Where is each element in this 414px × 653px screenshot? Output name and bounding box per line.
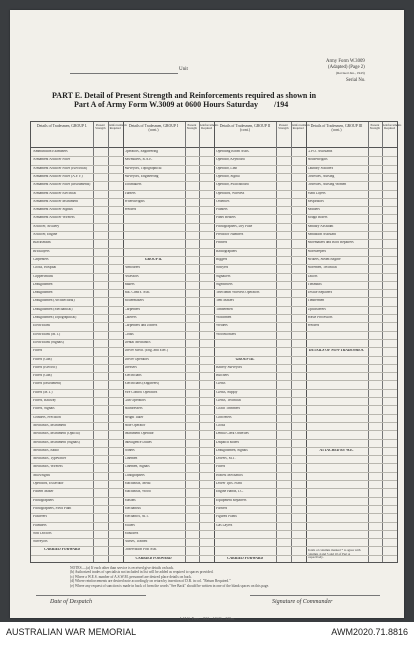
table-cell: Hairdressers — [124, 407, 143, 411]
row-line — [31, 422, 397, 423]
table-cell: Saddlers — [307, 208, 320, 212]
table-cell: Orderlies — [216, 199, 230, 203]
table-cell: Fitters, Signals — [33, 407, 55, 411]
note-line: (d) Where reinforcements are desired note accordingly on return by insertion of D.R. in col. "Return Required." — [70, 579, 231, 584]
column-header: Details of Tradesmen, GROUP I. — [36, 124, 88, 128]
table-cell: Machinists, Wood — [124, 490, 151, 494]
table-cell: Sanitation Assistant — [307, 233, 336, 236]
footer-accession: AWM2020.71.8816 — [331, 627, 408, 637]
unit-line — [70, 73, 178, 74]
table-cell: Plant Layers — [307, 191, 326, 195]
table-cell: Turners — [124, 191, 136, 195]
table-cell: Rough Riders — [307, 216, 328, 220]
table-cell: Photographers, Field Plant — [33, 506, 72, 510]
table-cell: Joiners — [124, 448, 135, 452]
table-cell: Fitters — [216, 465, 226, 469]
table-cell: Driver Tpts. Plant — [216, 482, 242, 485]
table-cell: Farriers — [216, 506, 228, 510]
notes — [70, 566, 390, 588]
table-cell: Shoemakers and Boot Repairers — [307, 241, 354, 245]
table-cell: Orderlies, Nursing — [307, 174, 335, 178]
table-cell: Electricians (M.T.) — [33, 332, 61, 336]
table-cell: Driver Operators — [124, 357, 149, 361]
table-cell: Surveyors, Engineering — [124, 174, 159, 178]
table-cell: Fire Control Operators — [124, 390, 158, 394]
table-cell: Cooks — [124, 332, 134, 336]
table-cell: Electricians — [124, 374, 142, 378]
row-line — [31, 314, 397, 315]
row-line — [31, 480, 397, 481]
table-cell: Battery Surveyors — [216, 365, 243, 369]
table-cell: CARRIED FORWARD — [135, 556, 172, 560]
table-cell: Drivers, M.T. — [216, 457, 236, 461]
row-line — [31, 165, 397, 166]
table-cell: G.P.O. Assistants — [307, 150, 333, 153]
table-cell: Operators, Excavator — [33, 482, 64, 485]
table-cell: Dressers — [124, 365, 137, 369]
row-line — [31, 289, 397, 290]
row-line — [31, 505, 397, 506]
table-cell: Cooks, Hospital — [33, 266, 57, 270]
table-cell: Armament Artificer Fitter (Electrical) — [33, 166, 88, 170]
date-of-despatch-label: Date of Despatch — [50, 599, 92, 605]
table-cell: Clerks, Technical — [216, 399, 242, 402]
table-cell: Mechanics, Typewriter — [33, 457, 67, 461]
table-cell: GROUP II. — [144, 257, 163, 261]
form-title — [52, 91, 352, 109]
table-cell: Intelligence Duties — [124, 440, 152, 444]
table-cell: Sawyers — [216, 266, 229, 270]
table-cell: Draughtsmen — [33, 291, 53, 295]
table-cell: Operators, Engineering — [124, 150, 159, 153]
table-cell: ATTACHED BY W.E. — [319, 448, 354, 452]
table-cell: Observation Post Asst. — [124, 548, 158, 552]
table-cell: Operators, Wireless — [216, 191, 245, 195]
table-cell: Plumbers — [33, 523, 47, 527]
row-line — [31, 223, 397, 224]
table-cell: Dispatch Riders — [216, 440, 240, 444]
sub-column-header: Present Strength — [186, 123, 197, 131]
table-cell: Operating Room Assts. — [216, 150, 250, 153]
table-cell: Armament Artificer Fitter (Instruments) — [33, 183, 91, 187]
table-cell: CARRIED FORWARD — [43, 548, 81, 552]
table-cell: Fitters, Railway — [33, 399, 56, 402]
table-cell: Gas Layers — [216, 523, 233, 527]
row-line — [31, 538, 397, 539]
table-cell: Artificer, Engine — [33, 233, 58, 236]
column-header: Details of Tradesmen, GROUP II (cont.) — [219, 124, 271, 133]
table-cell: Gun Operators — [124, 399, 146, 402]
table-cell: Bakers — [124, 282, 135, 286]
table-cell: Fitters (Gun) — [33, 357, 52, 361]
note-line: (c) Where a W.E.S. number of A.S.W.M. personnel are desired place details on back. — [70, 574, 192, 579]
row-line — [31, 488, 397, 489]
row-line — [31, 322, 397, 323]
table-cell: Timbermen — [216, 307, 233, 311]
table-cell: Fitters (Instrument) — [33, 382, 62, 386]
table-cell: Operator, Lino — [216, 166, 238, 170]
table-cell: Cooks — [216, 423, 226, 427]
table-cell: Draughtsmen — [33, 282, 53, 286]
table-cell: Dental Clerk Orderlies — [216, 432, 249, 436]
table-cell: Armament Artificer Instrument — [33, 199, 78, 203]
table-cell: Predictor Numbers — [216, 233, 244, 236]
row-line — [31, 472, 397, 473]
table-cell: Plasterers — [33, 515, 47, 519]
date-line — [36, 595, 146, 596]
table-cell: Mechanics, Instrument — [33, 423, 66, 427]
note-line: (e) Where any request of sanction is made in back of form the words "See Back" should be written in one of the blank spaces on this page. — [70, 583, 270, 588]
table-cell: Waste Processors — [307, 316, 333, 319]
table-cell: Linemen, Signals — [124, 465, 150, 469]
row-line — [31, 231, 397, 232]
form-ref-line: (Adapted) (Page 2) — [328, 64, 365, 70]
row-line — [31, 173, 397, 174]
row-line — [31, 397, 397, 398]
table-cell: DETAILS OF NON-TRADESMEN. — [308, 349, 365, 353]
table-cell: Instrument Operator — [124, 432, 154, 436]
table-cell: Height Taker — [124, 415, 144, 419]
table-cell: Operator, Keyboard — [216, 158, 245, 162]
table-cell: Draughtsmen (Architectural) — [33, 299, 75, 303]
table-cell: Welders — [124, 208, 137, 212]
table-cell: Fitters — [33, 349, 43, 353]
form-ref — [326, 59, 365, 75]
row-line — [31, 372, 397, 373]
row-line — [31, 455, 397, 456]
table-cell: Mechanics, Wireless — [33, 465, 63, 469]
table-cell: Electricians (Signals) — [33, 340, 64, 344]
table-cell: Timbermen — [307, 299, 325, 303]
table-cell: Respirators — [307, 199, 324, 203]
table-cell: Fitters (Electric) — [33, 365, 57, 369]
form-ref-line: Army Form W.3009 — [326, 59, 365, 64]
footer-institution: AUSTRALIAN WAR MEMORIAL — [6, 627, 137, 637]
table-cell: Mechanics, Instrument (Signals) — [33, 440, 80, 444]
table-cell: Figured Plants — [216, 515, 237, 519]
table-cell: Mechanics, M.T. — [124, 515, 149, 519]
form-sheet — [10, 10, 404, 621]
strength-table — [30, 121, 402, 563]
row-line — [31, 447, 397, 448]
sub-column-header: Reinforcements Required — [107, 123, 127, 131]
table-cell: Boilermakers — [124, 299, 144, 303]
table-cell: Operator, Signal — [216, 174, 240, 178]
table-cell: Hide Operator — [124, 423, 146, 427]
sub-column-header: Reinforcements Required — [290, 123, 310, 131]
table-cell: Telecomm Wireless Operators — [216, 291, 260, 295]
table-cell: Housewrights — [307, 158, 328, 162]
table-cell: Draughtsmen (Mechanical) — [33, 307, 73, 311]
table-cell: Riggers — [216, 257, 228, 261]
row-line — [31, 239, 397, 240]
sub-column-header: Reinforcements Required — [382, 123, 402, 131]
table-cell: Textile Repairers — [307, 291, 333, 295]
table-cell: Toolmakers — [124, 183, 142, 187]
table-cell: Fitters (Gun) — [33, 374, 52, 378]
table-cell: Pattern Maker — [33, 490, 54, 494]
table-cell: Printers — [216, 241, 228, 245]
table-cell: Tinsmiths — [307, 282, 322, 286]
table-cell: Carpenters — [33, 257, 49, 261]
table-cell: Upholsterers — [307, 307, 326, 311]
table-cell: Orderlies, Nursing Women — [307, 183, 347, 187]
table-cell: Ammunition Examiners — [33, 150, 68, 153]
table-cell: Electricians — [33, 324, 50, 328]
row-line — [31, 256, 397, 257]
row-line — [31, 430, 397, 431]
printer-imprint: L.H.Q. Press—822—10/43—220m. — [180, 617, 235, 621]
table-cell: GROUP III. — [235, 357, 255, 361]
archive-footer — [0, 622, 414, 653]
table-cell: Panel Beaters — [216, 216, 236, 220]
table-cell: Dental Mechanics — [124, 340, 151, 344]
table-cell: Wheelwrights — [124, 199, 145, 203]
table-cell: Saw Doctors — [33, 531, 52, 535]
row-line — [31, 380, 397, 381]
table-cell: Welders — [307, 324, 320, 328]
table-cell: Draughtsmen, Signals — [216, 448, 248, 452]
table-cell: Totals of columns marked * to agree with columns 4 and 5 and 10 of Part A respectively. — [307, 548, 361, 560]
row-line — [31, 546, 397, 547]
title-line-2 — [52, 100, 352, 109]
table-cell: Tent Makers — [216, 299, 235, 303]
table-cell: Armament Artificer Signals — [33, 208, 73, 212]
sub-column-header: Present Strength — [369, 123, 380, 131]
table-cell: Armament Artificer Fitter — [33, 158, 71, 162]
row-line — [31, 405, 397, 406]
row-line — [31, 181, 397, 182]
table-cell: Carpenters — [124, 307, 141, 311]
table-cell: Armament Artificer Fitter (A.F.V.) — [33, 174, 83, 178]
table-cell: Engine Hands, I.C. — [216, 490, 244, 494]
row-line — [31, 248, 397, 249]
table-cell: Blk. Cond's. Asst. — [124, 291, 151, 295]
table-cell: Signallers — [216, 274, 231, 278]
table-cell: Surveyors, Topographical — [124, 166, 162, 170]
row-line — [31, 214, 397, 215]
row-line — [31, 530, 397, 531]
row-line — [31, 513, 397, 514]
table-cell: Bricklayers — [33, 249, 50, 253]
table-cell: Photographers — [33, 498, 54, 502]
table-cell: Masons — [124, 498, 136, 502]
table-cell: Sawmillers, R.A.E. — [124, 158, 153, 162]
row-line — [31, 156, 397, 157]
serial-label: Serial No. — [346, 78, 366, 83]
row-line — [31, 190, 397, 191]
row-line — [31, 331, 397, 332]
table-cell: Lithographers — [124, 473, 145, 477]
form-ref-line: (Revised Jan., 1943) — [336, 70, 365, 75]
table-cell: Coach Trimmers — [216, 407, 241, 411]
table-cell: Butchers — [216, 374, 229, 378]
row-line — [31, 364, 397, 365]
table-cell: CARRIED FORWARD — [226, 556, 264, 560]
row-line — [31, 463, 397, 464]
table-cell: Moulders — [124, 531, 139, 535]
table-cell: Operator, Switchboard — [216, 183, 249, 187]
row-line — [31, 339, 397, 340]
table-cell: Nurses, Trained — [124, 540, 148, 544]
table-cell: Millers — [124, 523, 135, 527]
signature-line — [250, 595, 380, 596]
table-cell: Electricians (Engineers) — [124, 382, 160, 386]
unit-label: Unit — [179, 67, 188, 72]
row-line — [31, 555, 397, 556]
sub-column-header: Reinforcements Required — [199, 123, 219, 131]
table-cell: Mechanics, Radio — [33, 448, 59, 452]
table-cell: Armament Artificer Wireless — [33, 216, 75, 220]
row-line — [31, 347, 397, 348]
signature-label: Signature of Commander — [272, 599, 333, 605]
row-line — [31, 206, 397, 207]
sub-column-header: Present Strength — [278, 123, 289, 131]
table-cell: Hottest Mechanics — [216, 473, 243, 477]
table-cell: Mechanics, Instrument (Optical) — [33, 432, 80, 436]
table-cell: Assessors — [124, 274, 139, 278]
row-line — [31, 273, 397, 274]
table-cell: Concreters — [216, 415, 232, 419]
row-line — [31, 281, 397, 282]
table-cell: Armament Artificer Electrical — [33, 191, 77, 195]
table-cell: Fitters (M.T.) — [33, 390, 53, 394]
row-line — [31, 356, 397, 357]
table-cell: Armourers — [124, 266, 141, 270]
note-line: (b) Authorized trades of specialists not included in list will be added as required to spaces provided. — [70, 570, 214, 575]
table-cell: Coppersmiths — [33, 274, 53, 278]
row-line — [31, 497, 397, 498]
column-header: Details of Tradesmen, GROUP III (cont.) — [310, 124, 363, 133]
table-cell: Tailors — [307, 274, 318, 278]
row-line — [31, 414, 397, 415]
table-cell: Storekeepers — [307, 249, 327, 253]
table-cell: Welders — [216, 324, 228, 328]
table-cell: Caterers — [124, 316, 137, 319]
table-cell: Clerks, Supply — [216, 390, 238, 394]
table-cell: Photographers, Dry Plate — [216, 224, 253, 228]
column-header: Details of Tradesmen, GROUP I (cont.) — [128, 124, 179, 133]
table-cell: Machinists, Metal — [124, 482, 151, 485]
row-line — [31, 264, 397, 265]
table-cell: Laundry Stitchers — [307, 166, 334, 170]
table-cell: Clerks — [216, 382, 226, 386]
table-cell: Woodworkers — [216, 332, 237, 336]
table-cell: Blacksmiths — [33, 241, 51, 245]
row-line — [31, 389, 397, 390]
row-line — [31, 198, 397, 199]
table-cell: Equipment Repairers — [216, 498, 247, 502]
title-line-1: PART E. Detail of Present Strength and Reinforcements required as shown in — [52, 91, 317, 100]
table-cell: Storemen, Technical — [307, 266, 337, 270]
table-cell: Carpenters and Joiners — [124, 324, 158, 328]
row-line — [31, 522, 397, 523]
table-cell: Mechanists — [124, 506, 141, 510]
table-cell: Painters — [216, 208, 228, 212]
row-line — [31, 306, 397, 307]
table-cell: Sanitary Assistant — [307, 224, 334, 228]
table-cell: Watchmen — [216, 316, 232, 319]
sub-column-header: Present Strength — [95, 123, 106, 131]
note-line: NOTES.—(a) If each other than service is received give details on back. — [70, 566, 175, 570]
table-cell: Grinders, Precision — [33, 415, 61, 419]
table-cell: Driver Mech. (Eng. and Elec.) — [124, 349, 169, 353]
table-cell: Artificer, Artillery — [33, 224, 60, 228]
table-cell: Millwrights — [33, 473, 50, 477]
table-cell: Strikers, Steam Engine — [307, 257, 341, 261]
table-cell: Signwriters — [216, 282, 233, 286]
row-line — [31, 297, 397, 298]
table-cell: Draughtsmen (Topographical) — [33, 316, 77, 319]
table-cell: Surveyors — [33, 540, 48, 544]
table-cell: Radiographers — [216, 249, 237, 253]
row-line — [31, 439, 397, 440]
table-cell: Linemen — [124, 457, 138, 461]
year-suffix: /194 — [274, 100, 289, 109]
title-line-2-text: Part A of Army Form W.3009 at 0600 Hours Saturday — [74, 100, 258, 109]
